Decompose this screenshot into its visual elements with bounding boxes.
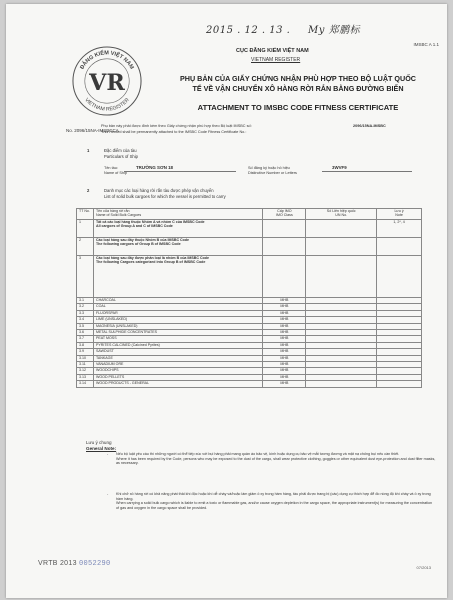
row-un [306,220,377,238]
row-un [306,381,377,387]
row-name [93,238,262,256]
row-number: 3.13 [77,374,94,380]
seal-monogram: VR [89,69,125,96]
certificate-page [6,4,447,598]
row-class: MHB [263,349,306,355]
document-code: IMSBC A 1.1 [413,42,439,47]
header-name [93,209,262,220]
row-number: 3 [77,256,94,298]
general-note-paragraph-1 [107,452,436,466]
seal-bottom-text: VIETNAM REGISTER [83,97,131,113]
general-note-vn: Lưu ý chung [86,440,112,445]
row-un [306,238,377,256]
header-class-en: IMO Class [275,213,293,217]
row-name: MAGNESIA (UNSLAKED) [93,323,262,329]
table-row [77,220,422,238]
intro-text [101,123,441,135]
header-class-vn: Cấp IMO [277,209,292,213]
row-name: WOOD PRODUCTS - GENERAL [93,381,262,387]
header-un [306,209,377,220]
header-un-vn: Số Liên hiệp quốc [326,209,356,213]
row-name-en: The following Cargoes categorized into Group B of IMSBC Code [95,260,206,265]
title-vietnamese [158,74,438,94]
cargo-table-header [77,209,422,220]
row-note: 1, 2*, 4 [377,220,422,238]
header-name-vn: Tên của hàng rời rắn [95,209,130,213]
row-name: VANADIUM ORE [93,362,262,368]
section-1-en: Particulars of Ship [104,153,138,159]
row-number: 3.10 [77,355,94,361]
row-number: 3.3 [77,310,94,316]
row-number: 3.9 [77,349,94,355]
row-name [93,256,262,298]
certificate-number: 2096/15NA-IMSBC [353,124,386,128]
callsign-underline [322,171,412,172]
authority-name-en: VIETNAM REGISTER [251,57,301,63]
bullet-icon: - [107,452,109,456]
row-number: 3.7 [77,336,94,342]
row-number: 1 [77,220,94,238]
row-class: MHB [263,381,306,387]
row-name: WOODCHIPS [93,368,262,374]
section-2-en: List of solid bulk cargoes for which the vessel is permitted to carry [104,193,226,199]
row-un [306,256,377,298]
row-name-vn: Tất cả các loại hàng thuộc Nhóm A và nhóm C của IMSBC Code [95,220,205,224]
cargo-item-rows [77,298,422,388]
note-2-en: When carrying a solid bulk cargo which is liable to emit a toxic or flammable gas, and/or cause oxygen depletion in the cargo space, the appropriate instrument(s) for measuring the concentration of gas and oxygen in the cargo space shall be provided. [116,501,433,511]
row-name: PEAT MOSS [93,336,262,342]
row-class: MHB [263,342,306,348]
section-2-heading [87,188,226,199]
general-note-en: General Note: [86,446,117,451]
note-1-en: Where it has been required by the Code, persons who may be exposed to the dust of the cargo, shall wear protective clothing, goggles or other equivalent dust eye-protection and dust filter masks, as necessary. [116,456,436,466]
note-1-vn: Nếu bộ luật yêu cầu thì những người có thể tiếp xúc với bụi hàng phải mang quần áo bảo vệ, kính hoặc dụng cụ bảo vệ mắt tương đương và mặt nạ chống bụi nếu cần thiết. [116,452,400,456]
row-name: COAL [93,304,262,310]
row-name-en: The following cargoes of Group B of IMSBC Code [95,242,181,247]
row-class: MHB [263,298,306,304]
intro-vn: Phụ bản này phải được đính kèm theo Giấy chứng nhận phù hợp theo Bộ luật IMSBC số: [101,124,252,128]
header-note [377,209,422,220]
row-number: 3.4 [77,317,94,323]
general-note-heading [86,440,116,452]
row-class [263,256,306,298]
table-row [77,256,422,298]
row-number: 3.6 [77,330,94,336]
seal-top-text: ĐĂNG KIỂM VIỆT NAM [79,50,135,71]
row-class: MHB [263,317,306,323]
header-note-vn: Lưu ý [394,209,404,213]
title-line-1: PHỤ BẢN CỦA GIẤY CHỨNG NHẬN PHÙ HỢP THEO BỘ LUẬT QUỐC [180,74,416,83]
form-code: VRTB 2013 [38,560,77,567]
row-class: MHB [263,374,306,380]
handwritten-annotation [206,21,360,36]
row-class [263,220,306,238]
row-class: MHB [263,304,306,310]
ship-name-label-en: Name of Ship [104,171,128,175]
row-name: TANKAGE [93,355,262,361]
form-footer [38,560,111,568]
row-number: 3.8 [77,342,94,348]
note-2-vn: Khi chở xô hàng rời có khả năng phát thải khí độc hoặc khí dễ cháy và/hoặc làm giảm ô xy trong hầm hàng, tàu phải được trang bị (các) dụng cụ thích hợp để đo nồng độ khí cháy và ô xy trong hầm hàng. [116,492,431,501]
row-note [377,256,422,298]
row-number: 3.14 [77,381,94,387]
footer-date: 07/2013 [416,565,431,570]
row-number: 3.1 [77,298,94,304]
row-class: MHB [263,323,306,329]
registration-number: No. 2096/15NA-IMSBCCA [66,128,119,133]
cargo-table [76,208,422,388]
row-number: 3.2 [77,304,94,310]
ship-name-label-vn: Tên tàu: [104,166,118,170]
serial-number: 0052290 [79,560,111,568]
row-note [377,381,422,387]
handwritten-signature: My 郑鹏标 [308,25,361,36]
authority-name-vn: CỤC ĐĂNG KIỂM VIỆT NAM [236,48,309,54]
header-class [263,209,306,220]
row-class: MHB [263,355,306,361]
callsign-label-en: Distinctive Number or Letters [248,171,297,175]
general-note-paragraph-2 [107,492,436,511]
vietnam-register-seal [70,44,144,118]
header-no: TT No. [77,209,94,220]
header-name-en: Name of Solid Bulk Cargoes [95,213,142,217]
row-name [93,220,262,238]
title-english: ATTACHMENT TO IMSBC CODE FITNESS CERTIFICATE [197,103,399,112]
row-name: CHARCOAL [93,298,262,304]
row-class: MHB [263,368,306,374]
header-note-en: Note [395,213,403,217]
section-1-heading [87,148,138,159]
handwritten-date: 2015 . 12 . 13 . [206,25,291,36]
callsign-value: 3WVF9 [332,165,347,170]
row-class: MHB [263,362,306,368]
row-class: MHB [263,330,306,336]
row-name-vn: Các loại hàng sau đây được phân loại là nhóm B của IMSBC Code [95,256,209,260]
row-name: WOOD PELLETS [93,374,262,380]
row-name: METAL SULPHIDE CONCENTRATES [93,330,262,336]
callsign-label-vn: Số đăng ký hoặc hô hiệu [248,166,290,170]
row-class: MHB [263,336,306,342]
title-line-2: TẾ VỀ VẬN CHUYỂN XÔ HÀNG RỜI RẮN BẰNG ĐƯỜNG BIỂN [192,84,404,93]
row-class: MHB [263,310,306,316]
row-class [263,238,306,256]
row-note [377,238,422,256]
row-name: FLUORSPAR [93,310,262,316]
callsign-label [248,166,297,176]
section-1-vn: Đặc điểm của tàu [104,148,137,153]
row-name: LIME (UNSLAKED) [93,317,262,323]
row-name: PYRITES CALCINED (Calcined Pyrites) [93,342,262,348]
section-1-number: 1 [87,148,90,153]
intro-en: This Record shall be permanently attached to the IMSBC Code Fitness Certificate No.: [101,130,247,134]
bullet-icon: - [107,492,109,496]
row-name-vn: Các loại hàng sau đây thuộc Nhóm B của IMSBC Code [95,238,190,242]
table-row [77,381,422,387]
ship-name-value: TRƯỜNG SƠN 18 [136,165,173,170]
section-2-number: 2 [87,188,90,193]
row-number: 3.11 [77,362,94,368]
row-name-en: All cargoes of Group A and C of IMSBC Code [95,224,173,229]
row-number: 2 [77,238,94,256]
table-row [77,238,422,256]
section-2-vn: Danh mục các loại hàng rời rắn tàu được phép vận chuyển [104,188,214,193]
header-un-en: UN No. [335,213,348,217]
row-number: 3.5 [77,323,94,329]
row-name: SAWDUST [93,349,262,355]
row-number: 3.12 [77,368,94,374]
ship-name-underline [124,171,236,172]
